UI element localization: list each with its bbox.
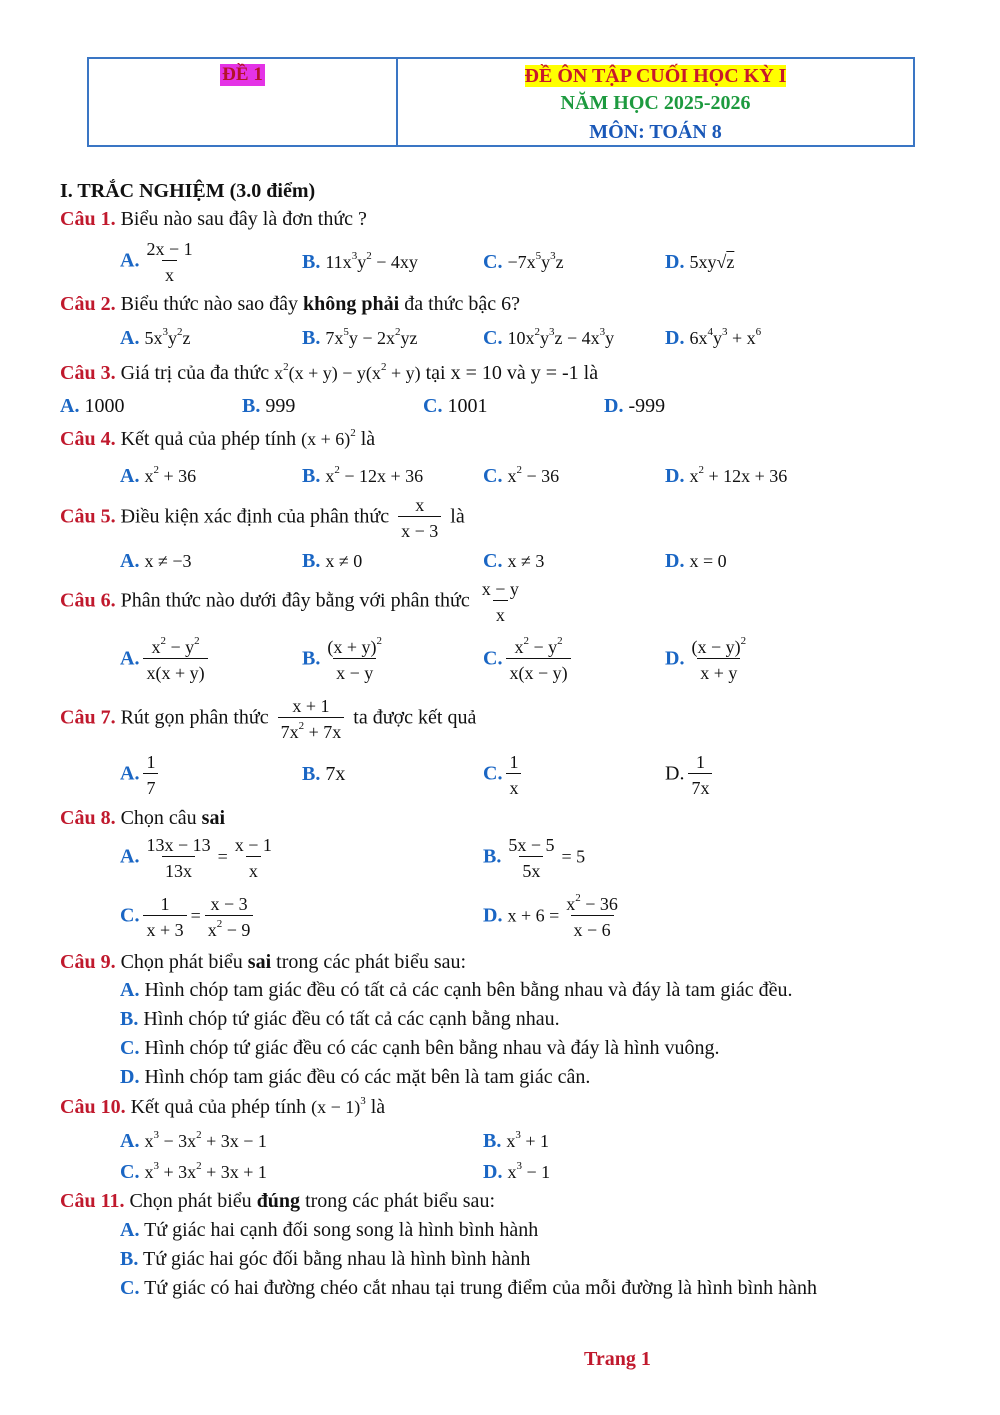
exam-title: ĐỀ ÔN TẬP CUỐI HỌC KỲ I	[524, 65, 787, 87]
q9-option-b[interactable]: B. Hình chóp tứ giác đều có tất cả các cạnh bằng nhau.	[120, 1008, 560, 1030]
q3-option-b[interactable]: B. 999	[242, 395, 296, 417]
q8-option-b[interactable]: B. $\frac{5x - 5}{5x}$ = 5	[483, 835, 586, 881]
q8-option-d[interactable]: D. x + 6 = $\frac{x^2 - 36}{x - 6}$	[483, 892, 618, 940]
question-1	[60, 207, 367, 231]
q1-option-c[interactable]: C. $-7x^5y^3z$	[483, 250, 564, 273]
q10-option-a[interactable]: A. $x^3 - 3x^2 + 3x - 1$	[120, 1129, 267, 1152]
q4-option-c[interactable]: C. $x^2 - 36$	[483, 464, 560, 487]
question-6: Câu 6. Phân thức nào dưới đây bằng với phân thức $\frac{x - y}{x}$	[60, 579, 519, 625]
q4-option-d[interactable]: D. $x^2 + 12x + 36$	[665, 464, 788, 487]
question-7: Câu 7. Rút gọn phân thức $\frac{x + 1}{7x^2 + 7x}$ ta được kết quả	[60, 696, 477, 742]
q11-option-a[interactable]: A. Tứ giác hai cạnh đối song song là hình bình hành	[120, 1219, 539, 1241]
question-8: Câu 8. Chọn câu sai	[60, 807, 226, 829]
exam-header	[87, 57, 915, 147]
q3-option-a[interactable]: A. 1000	[60, 395, 125, 417]
q7-option-a[interactable]: A. $\frac{1}{7}$	[120, 751, 162, 799]
exam-code: ĐỀ 1	[222, 64, 263, 85]
q2-option-d[interactable]: D. $6x^4y^3 + x^6$	[665, 326, 762, 349]
q5-option-d[interactable]: D. x = 0	[665, 550, 727, 572]
question-2: Câu 2. Biểu thức nào sao đây không phải đa thức bậc 6?	[60, 293, 520, 315]
q7-option-b[interactable]: B. 7x	[302, 763, 346, 785]
q1-option-d[interactable]: D. 5xy√z	[665, 251, 735, 273]
q6-option-c[interactable]: C. $\frac{x^2 - y^2}{x(x - y)}$	[483, 636, 575, 684]
page-number: Trang 1	[584, 1348, 651, 1370]
q2-option-c[interactable]: C. $10x^2y^3z - 4x^3y$	[483, 326, 615, 349]
q11-option-b[interactable]: B. Tứ giác hai góc đối bằng nhau là hình bình hành	[120, 1248, 531, 1270]
q6-option-b[interactable]: B. $\frac{(x + y)^2}{x - y}$	[302, 635, 382, 683]
q7-option-d[interactable]: D. $\frac{1}{7x}$	[665, 751, 716, 799]
q4-option-a[interactable]: A. $x^2 + 36$	[120, 464, 197, 487]
q3-option-d[interactable]: D. -999	[604, 395, 666, 417]
q9-option-c[interactable]: C. Hình chóp tứ giác đều có các cạnh bên bằng nhau và đáy là hình vuông.	[120, 1037, 720, 1059]
subject: MÔN: TOÁN 8	[589, 121, 722, 143]
q6-option-a[interactable]: A. $\frac{x^2 - y^2}{x(x + y)}$	[120, 636, 212, 684]
q2-option-a[interactable]: A. $5x^3y^2z$	[120, 326, 191, 349]
q8-option-a[interactable]: A. $\frac{13x - 13}{13x}$ = $\frac{x - 1}{x}$	[120, 835, 272, 881]
q10-option-d[interactable]: D. $x^3 - 1$	[483, 1160, 551, 1183]
q6-option-d[interactable]: D. $\frac{(x - y)^2}{x + y}$	[665, 635, 747, 683]
question-text: Biểu nào sau đây là đơn thức ?	[115, 208, 367, 230]
question-4: Câu 4. Kết quả của phép tính $(x + 6)^2$ là	[60, 427, 376, 450]
q7-option-c[interactable]: C. $\frac{1}{x}$	[483, 751, 525, 799]
q10-option-c[interactable]: C. $x^3 + 3x^2 + 3x + 1$	[120, 1160, 267, 1183]
q8-option-c[interactable]: C. $\frac{1}{x + 3}$ = $\frac{x - 3}{x^2 - 9}$	[120, 893, 257, 941]
question-3: Câu 3. Giá trị của đa thức $x^2(x + y) - y(x^2 + y)$ tại x = 10 và y = -1 là	[60, 361, 599, 384]
q9-option-d[interactable]: D. Hình chóp tam giác đều có các mặt bên là tam giác cân.	[120, 1066, 591, 1088]
question-9: Câu 9. Chọn phát biểu sai trong các phát biểu sau:	[60, 951, 467, 973]
q2-option-b[interactable]: B. $7x^5y - 2x^2yz$	[302, 326, 418, 349]
q5-option-c[interactable]: C. x ≠ 3	[483, 550, 545, 572]
exam-title-cell	[398, 59, 913, 145]
question-10: Câu 10. Kết quả của phép tính $(x - 1)^3$ là	[60, 1095, 386, 1118]
question-11: Câu 11. Chọn phát biểu đúng trong các phát biểu sau:	[60, 1190, 495, 1212]
q5-option-b[interactable]: B. x ≠ 0	[302, 550, 363, 572]
question-label: Câu 1.	[60, 208, 116, 230]
exam-code-cell	[89, 59, 398, 145]
q3-option-c[interactable]: C. 1001	[423, 395, 488, 417]
question-5: Câu 5. Điều kiện xác định của phân thức $\frac{x}{x - 3}$ là	[60, 495, 465, 541]
q5-option-a[interactable]: A. x ≠ −3	[120, 550, 192, 572]
q4-option-b[interactable]: B. $x^2 - 12x + 36$	[302, 464, 424, 487]
q1-option-a[interactable]: A. $\frac{2x - 1}{x}$	[120, 239, 193, 285]
q9-option-a[interactable]: A. Hình chóp tam giác đều có tất cả các cạnh bên bằng nhau và đáy là tam giác đều.	[120, 979, 793, 1001]
q10-option-b[interactable]: B. $x^3 + 1$	[483, 1129, 549, 1152]
section-title: I. TRẮC NGHIỆM (3.0 điểm)	[60, 180, 316, 202]
q1-option-b[interactable]: B. $11x^3y^2 - 4xy$	[302, 250, 418, 273]
q11-option-c[interactable]: C. Tứ giác có hai đường chéo cắt nhau tại trung điểm của mỗi đường là hình bình hành	[120, 1277, 818, 1299]
school-year: NĂM HỌC 2025-2026	[560, 92, 751, 114]
